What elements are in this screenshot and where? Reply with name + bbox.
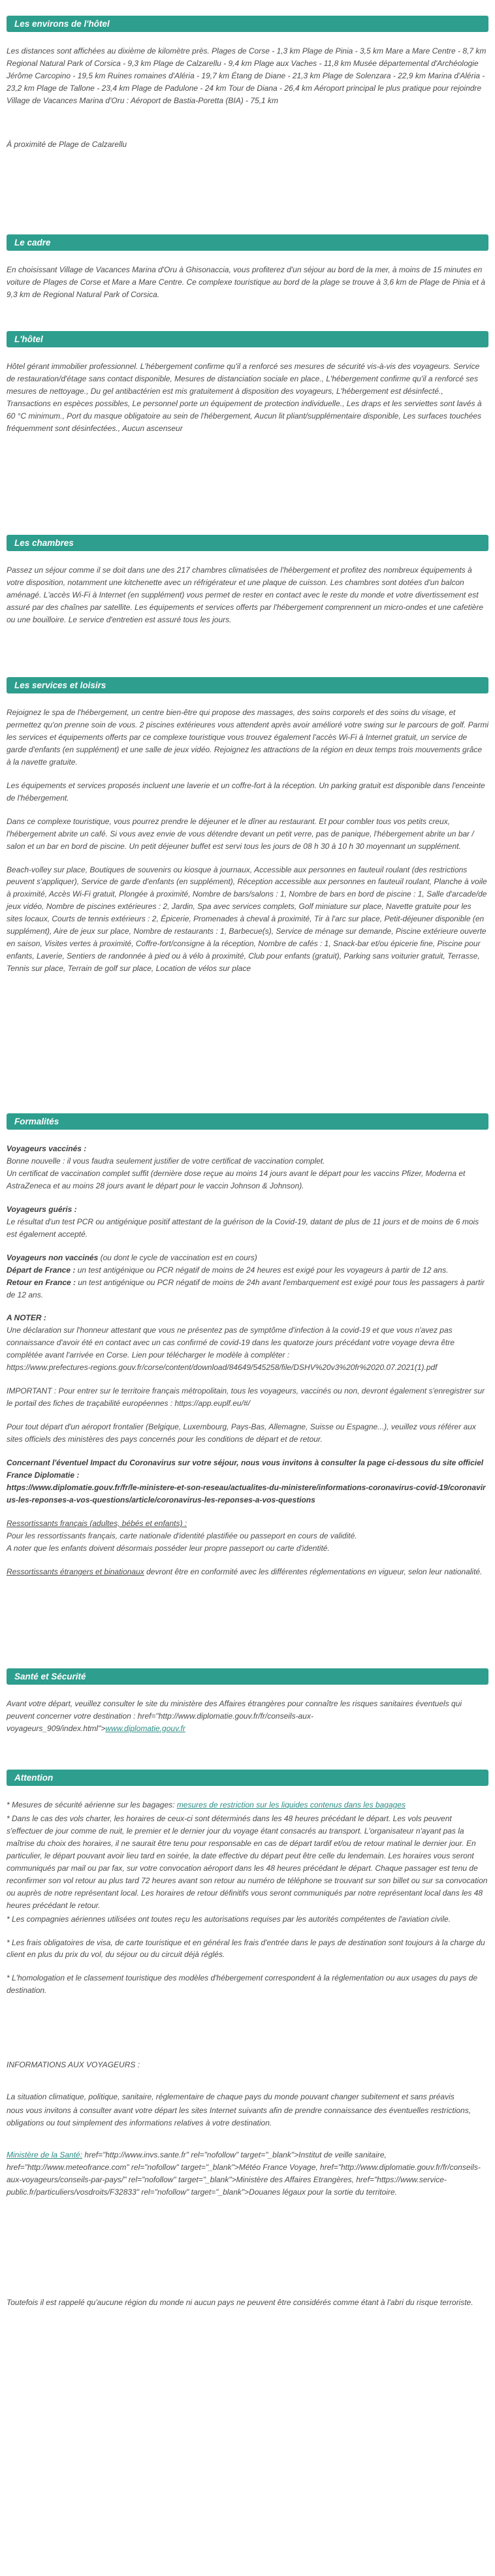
official-links-text [7,2149,488,2199]
prefectures-url-text: https://www.prefectures-regions.gouv.fr/corse/content/download/84649/545258/file/DSHV%20v3%20fr%2020.07.2021(1).pdf [7,1363,438,1373]
diplomatie-link[interactable]: www.diplomatie.gouv.fr [105,1723,185,1733]
traveler-info-heading: INFORMATIONS AUX VOYAGEURS : [7,2060,140,2070]
section-header-attention: Attention [7,1770,488,1786]
traveler-info-line1: La situation climatique, politique, sanitaire, réglementaire de chaque pays du monde pouvant changer subitement et sans préavis [7,2092,455,2102]
retour-line [7,1277,488,1301]
frontier-airport-text: Pour tout départ d'un aéroport frontalier (Belgique, Luxembourg, Pays-Bas, Allemagne, Suisse ou Espagne...), veuillez vous référer aux sites officiels des ministères des pays concernés pour les conditions de départ et de retour. [7,1422,476,1444]
french-nationals-heading: Ressortissants français (adultes, bébés et enfants) : [7,1518,187,1528]
important-registration-text: IMPORTANT : Pour entrer sur le territoire français métropolitain, tous les voyageurs, vaccinés ou non, devront également s'enregistrer sur le portail des fiches de traçabilité européennes : https://app.euplf.eu/#/ [7,1386,485,1408]
ministere-sante-link[interactable]: Ministère de la Santé: [7,2150,83,2160]
coronavirus-heading: Concernant l'éventuel Impact du Coronavirus sur votre séjour, nous vous invitons à consulter la page ci-dessous du site officiel France Diplomatie : [7,1458,484,1480]
foreign-nationals-body: devront être en conformité avec les différentes réglementations en vigueur, selon leur nationalité. [144,1566,483,1576]
formalities-unvaccinated-block [7,1252,488,1301]
foreign-nationals-heading: Ressortissants étrangers et binationaux [7,1566,144,1576]
retour-body: un test antigénique ou PCR négatif de moins de 24h avant l'embarquement est exigé pour tous les passagers à partir de 12 ans. [7,1277,485,1299]
depart-line [7,1264,488,1277]
recovered-heading: Voyageurs guéris : [7,1204,77,1214]
health-advice-body: Avant votre départ, veuillez consulter le site du ministère des Affaires étrangères pour connaître les risques sanitaires éventuels qui peuvent concerner votre destination : href="http://www.diplomatie.gouv.fr/fr/conseils-aux-voyageurs_909/index.html"> [7,1699,462,1733]
section-attention [7,1770,488,2309]
depart-body: un test antigénique ou PCR négatif de moins de 24 heures est exigé pour les voyageurs à partir de 12 ans. [77,1265,449,1275]
section-setting [7,234,488,331]
services-amenities-list: Beach-volley sur place, Boutiques de souvenirs ou kiosque à journaux, Accessible aux personnes en fauteuil roulant (des restrictions peuvent s'appliquer), Service de garde d'enfants (en supplément), Réception accessible aux personnes en fauteuil roulant, Planche à voile à proximité, Accès Wi-Fi gratuit, Plongée à proximité, Nombre de bars/salons : 1, Nombre de bars en bord de piscine : 1, Salle d'arcade/de jeux vidéo, Nombre de piscines extérieures : 2, Jardin, Spa avec services complets, Golf miniature sur place, Navette gratuite pour les sites locaux, Courts de tennis extérieurs : 2, Épicerie, Promenades à cheval à proximité, Tir à l'arc sur place, Petit-déjeuner disponible (en supplément), Aire de jeux sur place, Nombre de restaurants : 1, Barbecue(s), Service de ménage sur demande, Piscine extérieure ouverte en saison, Visites vertes à proximité, Coffre-fort/consigne à la réception, Nombre de cafés : 1, Snack-bar et/ou épicerie fine, Piscine pour enfants, Laverie, Sentiers de randonnée à pied ou à vélo à proximité, Club pour enfants (gratuit), Parking sans voiturier gratuit, Terrasse, Tennis sur place, Terrain de golf sur place, Location de vélos sur place [7,865,487,974]
foreign-nationals-text [7,1566,488,1578]
unvaccinated-line [7,1252,488,1264]
section-formalities [7,1113,488,1668]
vaccinated-line2: Un certificat de vaccination complet suffit (dernière dose reçue au moins 14 jours avant le départ pour les vaccins Pfizer, Moderna et AstraZeneca et au moins 28 jours avant le départ pour le vaccin Johnson & Johnson). [7,1168,466,1190]
formalities-recovered-block [7,1203,488,1241]
coronavirus-info-block [7,1457,488,1506]
health-advice-text [7,1698,488,1735]
section-rooms [7,535,488,677]
section-header-formalities: Formalités [7,1113,488,1130]
french-nationals-line1: Pour les ressortissants français, carte nationale d'identité plastifiée ou passeport en cours de validité. [7,1531,357,1540]
depart-label: Départ de France : [7,1265,76,1275]
section-services-leisure [7,677,488,1113]
traveler-info-line2: nous vous invitons à consulter avant votre départ les sites Internet suivants afin de prendre connaissance des éventuelles restrictions, obligations ou tout simplement des informations relatives à votre destination. [7,2106,471,2128]
note-heading: A NOTER : [7,1313,46,1323]
surroundings-distances-text: Les distances sont affichées au dixième de kilomètre près. Plages de Corse - 1,3 km Plage de Pinia - 3,5 km Mare a Mare Centre - 8,7 km Regional Natural Park of Corsica - 9,3 km Plage de Calzarellu - 9,4 km Plage aux Vaches - 11,8 km Musée départemental d'Archéologie Jérôme Carcopino - 19,5 km Ruines romaines d'Aléria - 19,7 km Étang de Diane - 21,3 km Plage de Solenzara - 22,9 km Marina d'Aléria - 23,2 km Plage de Tallone - 23,4 km Plage de Padulone - 24 km Tour de Diana - 26,4 km Aéroport principal le plus pratique pour rejoindre Village de Vacances Marina d'Oru : Aéroport de Bastia-Poretta (BIA) - 75,1 km [7,46,487,105]
section-header-health-safety: Santé et Sécurité [7,1668,488,1685]
surroundings-nearby-text: À proximité de Plage de Calzarellu [7,139,127,149]
homologation-text: * L'homologation et le classement touristique des modèles d'hébergement correspondent à la réglementation ou aux usages du pays de destination. [7,1973,478,1996]
coronavirus-url-text: https://www.diplomatie.gouv.fr/fr/le-ministere-et-son-reseau/actualites-du-ministere/informations-coronavirus-covid-19/coronavirus-les-reponses-a-vos-questions/article/coronavirus-les-reponses-a-vos-questions [7,1482,486,1504]
section-health-safety [7,1668,488,1770]
charter-flights-text: * Dans le cas des vols charter, les horaires de ceux-ci sont déterminés dans les 48 heures précédant le départ. Les vols peuvent s'effectuer de jour comme de nuit, le premier et le dernier jour du voyage étant consacrés au transport. L'organisateur n'ayant pas la maîtrise du choix des horaires, il ne saurait être tenu pour responsable en cas de départ tardif et/ou de retour matinal le dernier jour. En particulier, le départ pouvant avoir lieu tard en soirée, la date effective du départ peut être celle du lendemain. Les horaires vous seront communiqués par mail ou par fax, sur votre convocation aéroport dans les 48 heures précédant le départ. Chaque passager est tenu de reconfirmer son vol retour au plus tard 72 heures avant son retour au numéro de téléphone se trouvant sur son billet ou sur sa convocation ou auprès de notre représentant local. Les horaires de retour définitifs vous seront communiqués par notre représentant local dans les 48 heures précédant le retour. [7,1813,488,1910]
visa-fees-text: * Les frais obligatoires de visa, de carte touristique et en général les frais d'entrée dans le pays de destination sont toujours à la charge du client en plus du prix du vol, du séjour ou du circuit déjà réglés. [7,1937,485,1960]
setting-text: En choisissant Village de Vacances Marina d'Oru à Ghisonaccia, vous profiterez d'un séjour au bord de la mer, à moins de 15 minutes en voiture de Plages de Corse et Mare a Mare Centre. Ce complexe touristique au bord de la plage se trouve à 3,6 km de Plage de Pinia et à 9,3 km de Regional Natural Park of Corsica. [7,265,486,299]
section-header-hotel: L'hôtel [7,331,488,347]
french-nationals-block [7,1518,488,1555]
retour-label: Retour en France : [7,1277,76,1287]
airlines-authorizations-text: * Les compagnies aériennes utilisées ont toutes reçu les autorisations requises par les autorités compétentes de l'aviation civile. [7,1914,451,1924]
french-nationals-line2: A noter que les enfants doivent désormais posséder leur propre passeport ou carte d'identité. [7,1543,330,1553]
baggage-restrictions-link[interactable]: mesures de restriction sur les liquides contenus dans les bagages [176,1800,406,1809]
rooms-description-text: Passez un séjour comme il se doit dans une des 217 chambres climatisées de l'hébergement et profitez des nombreux équipements à votre disposition, notamment une kitchenette avec un réfrigérateur et une plaque de cuisson. Les chambres sont dotées d'un balcon aménagé. L'accès Wi-Fi à Internet (en supplément) vous permet de rester en contact avec le reste du monde et votre divertissement est assuré par des chaînes par satellite. Les équipements et services offerts par l'hébergement comprennent un micro-ondes et une cafetière ou une bouilloire. Le service d'entretien est assuré tous les jours. [7,565,484,624]
services-spa-text: Rejoignez le spa de l'hébergement, un centre bien-être qui propose des massages, des soins corporels et des soins du visage, et permettez qu'on prenne soin de vous. 2 piscines extérieures vous attendent après avoir amélioré votre swing sur le parcours de golf. Parmi les services et équipements offerts par ce complexe touristique vous trouvez également l'accès Wi-Fi à Internet gratuit, un service de garde d'enfants (en supplément) et une salle de jeux vidéo. Rejoignez les attractions de la région en deux temps trois mouvements grâce à la navette gratuite. [7,708,489,767]
formalities-vaccinated-block [7,1143,488,1192]
vaccinated-heading: Voyageurs vaccinés : [7,1144,87,1153]
note-body: Une déclaration sur l'honneur attestant que vous ne présentez pas de symptôme d'infection à la covid-19 et que vous n'avez pas connaissance d'avoir été en contact avec un cas confirmé de covid-19 dans les quatorze jours précédant votre voyage devra être complétée avant l'arrivée en Corse. Lien pour télécharger le modèle à compléter : [7,1326,455,1360]
baggage-measures-prefix: * Mesures de sécurité aérienne sur les bagages: [7,1800,177,1809]
baggage-measures-text [7,1799,488,1811]
unvaccinated-note: (ou dont le cycle de vaccination est en cours) [100,1252,257,1262]
section-header-surroundings: Les environs de l'hôtel [7,16,488,32]
terrorism-notice-text: Toutefois il est rappelé qu'aucune région du monde ni aucun pays ne peuvent être considérés comme étant à l'abri du risque terroriste. [7,2297,473,2307]
unvaccinated-heading: Voyageurs non vaccinés [7,1252,99,1262]
hotel-description-text: Hôtel gérant immobilier professionnel. L'hébergement confirme qu'il a renforcé ses mesures de sécurité vis-à-vis des voyageurs. Service de restauration/d'étage sans contact disponible, Mesures de distanciation sociale en place., L'hébergement confirme qu'il a renforcé ses mesures de nettoyage., Du gel antibactérien est mis gratuitement à disposition des voyageurs, L'hébergement est désinfecté., Transactions en espèces possibles, Le personnel porte un équipement de protection individuelle., Les draps et les serviettes sont lavés à 60 °C minimum., Port du masque obligatoire au sein de l'hébergement, Aucun lit pliant/supplémentaire disponible, Les surfaces touchées fréquemment sont désinfectées., Aucun ascenseur [7,362,482,433]
section-header-rooms: Les chambres [7,535,488,551]
section-hotel [7,331,488,535]
services-facilities-text: Les équipements et services proposés incluent une laverie et un coffre-fort à la réception. Un parking gratuit est disponible dans l'enceinte de l'hébergement. [7,780,485,803]
section-header-setting: Le cadre [7,234,488,251]
official-links-raw: href="http://www.invs.sante.fr" rel="nofollow" target="_blank">Institut de veille sanitaire, href="http://www.meteofrance.com" rel="nofollow" target="_blank">Météo France Voyage, href="http://www.diplomatie.gouv.fr/fr/conseils-aux-voyageurs/conseils-par-pays/" rel="nofollow" target="_blank">Ministère des Affaires Etrangères, href="https://www.service-public.fr/particuliers/vosdroits/F32833" rel="nofollow" target="_blank">Douanes légaux pour la sortie du territoire. [7,2150,481,2197]
vaccinated-line1: Bonne nouvelle : il vous faudra seulement justifier de votre certificat de vaccination complet. [7,1156,325,1166]
formalities-note-block [7,1312,488,1374]
services-dining-text: Dans ce complexe touristique, vous pourrez prendre le déjeuner et le dîner au restaurant. Et pour combler tous vos petits creux, l'hébergement abrite un café. Si vous avez envie de vous détendre devant un petit verre, pas de panique, l'hébergement abrite un bar / salon et un bar en bord de piscine. Un petit déjeuner buffet est servi tous les jours de 08 h 30 à 10 h 30 moyennant un supplément. [7,816,474,851]
recovered-body: Le résultat d'un test PCR ou antigénique positif attestant de la guérison de la Covid-19, datant de plus de 11 jours et de moins de 6 mois est également accepté. [7,1216,479,1239]
section-header-services: Les services et loisirs [7,677,488,693]
section-surroundings [7,16,488,234]
